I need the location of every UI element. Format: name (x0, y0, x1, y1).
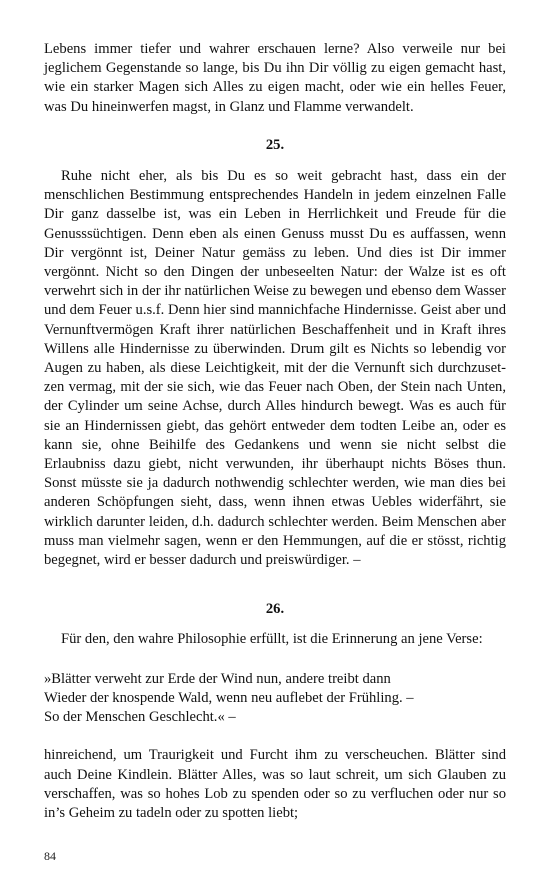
page-number: 84 (44, 849, 56, 863)
section-26-continuation: hinreichend, um Traurigkeit und Furcht ihm zu verscheuchen. Blätter sind auch Deine Kindlein. Blätter Alles, was so laut schreit, um sich Glauben zu verschaffen, was so hohes Lob zu spenden oder so zu verfluchen oder nur so in’s Geheim zu tadeln oder zu spotten liebt; (44, 747, 506, 821)
verse-line: Wieder der knospende Wald, wenn neu auflebet der Frühling. – (44, 689, 414, 706)
section-25-paragraph: Ruhe nicht eher, als bis Du es so weit gebracht hast, dass ein der menschlichen Bestimmung entsprechendes Handeln in jedem einzelnen Falle Dir ganz dasselbe ist, was ein Leben in Herrlichkeit und Freude für die Genusssüchtigen. Denn eben als einen Genuss musst Du es auffassen, wenn Dir vergönnt ist, Deiner Natur gemäss zu leben. Und dies ist Dir immer vergönnt. Nicht so den Dingen der unbeseelten Natur: der Walze ist es oft verwehrt sich in der ihr natürlichen Weise zu bewegen und ebenso dem Wasser und dem Feuer u.s.f. Denn hier sind mannichfache Hindernisse. Geist aber und Vernunftvermögen Kraft ihrer natürlichen Beschaffenheit und in Kraft ihres Willens alle Hindernisse zu überwinden. Drum gilt es Nichts so lebendig vor Augen zu haben, als diese Leichtigkeit, mit der die Vernunft sich durchzusetzen vermag, mit der sie sich, wie das Feuer nach Oben, der Stein nach Unten, der Cylinder um seine Achse, durch Alles hindurch bewegt. Was es auch für sie an Hindernissen giebt, das gehört entweder dem todten Leibe an, oder es kann sie, ohne Beihilfe des Gedankens und wenn sie nicht selbst die Erlaubniss dazu giebt, nicht verwunden, ihr überhaupt nichts Böses thun. Sonst müsste sie ja dadurch nothwendig schlechter werden, wie man dies bei anderen Schöpfungen sieht, dass, wenn ihnen etwas Uebles widerfährt, sie wirklich darunter leiden, d.h. dadurch schlechter werden. Beim Menschen aber muss man vielmehr sagen, wenn er den Hemmungen, auf die er stösst, richtig begegnet, wird er besser dadurch und preiswürdiger. – (44, 168, 506, 569)
section-number-25: 25. (265, 136, 285, 153)
verse-line: »Blätter verweht zur Erde der Wind nun, andere treibt dann (44, 670, 391, 687)
section-26-intro: Für den, den wahre Philosophie erfüllt, ist die Erinnerung an jene Verse: (61, 631, 483, 648)
verse-quote (44, 670, 506, 728)
opening-paragraph: Lebens immer tiefer und wahrer erschauen lerne? Also verweile nur bei jeglichem Gegenstande so lange, bis Du ihn Dir völlig zu eigen gemacht hast, wie ein starker Magen sich Alles zu eigen macht, oder wie ein helles Feuer, was Du hineinwerfen magst, in Glanz und Flamme verwandelt. (44, 41, 506, 115)
verse-line: So der Menschen Geschlecht.« – (44, 709, 236, 726)
section-number-26: 26. (265, 601, 285, 618)
page-body (44, 40, 506, 823)
